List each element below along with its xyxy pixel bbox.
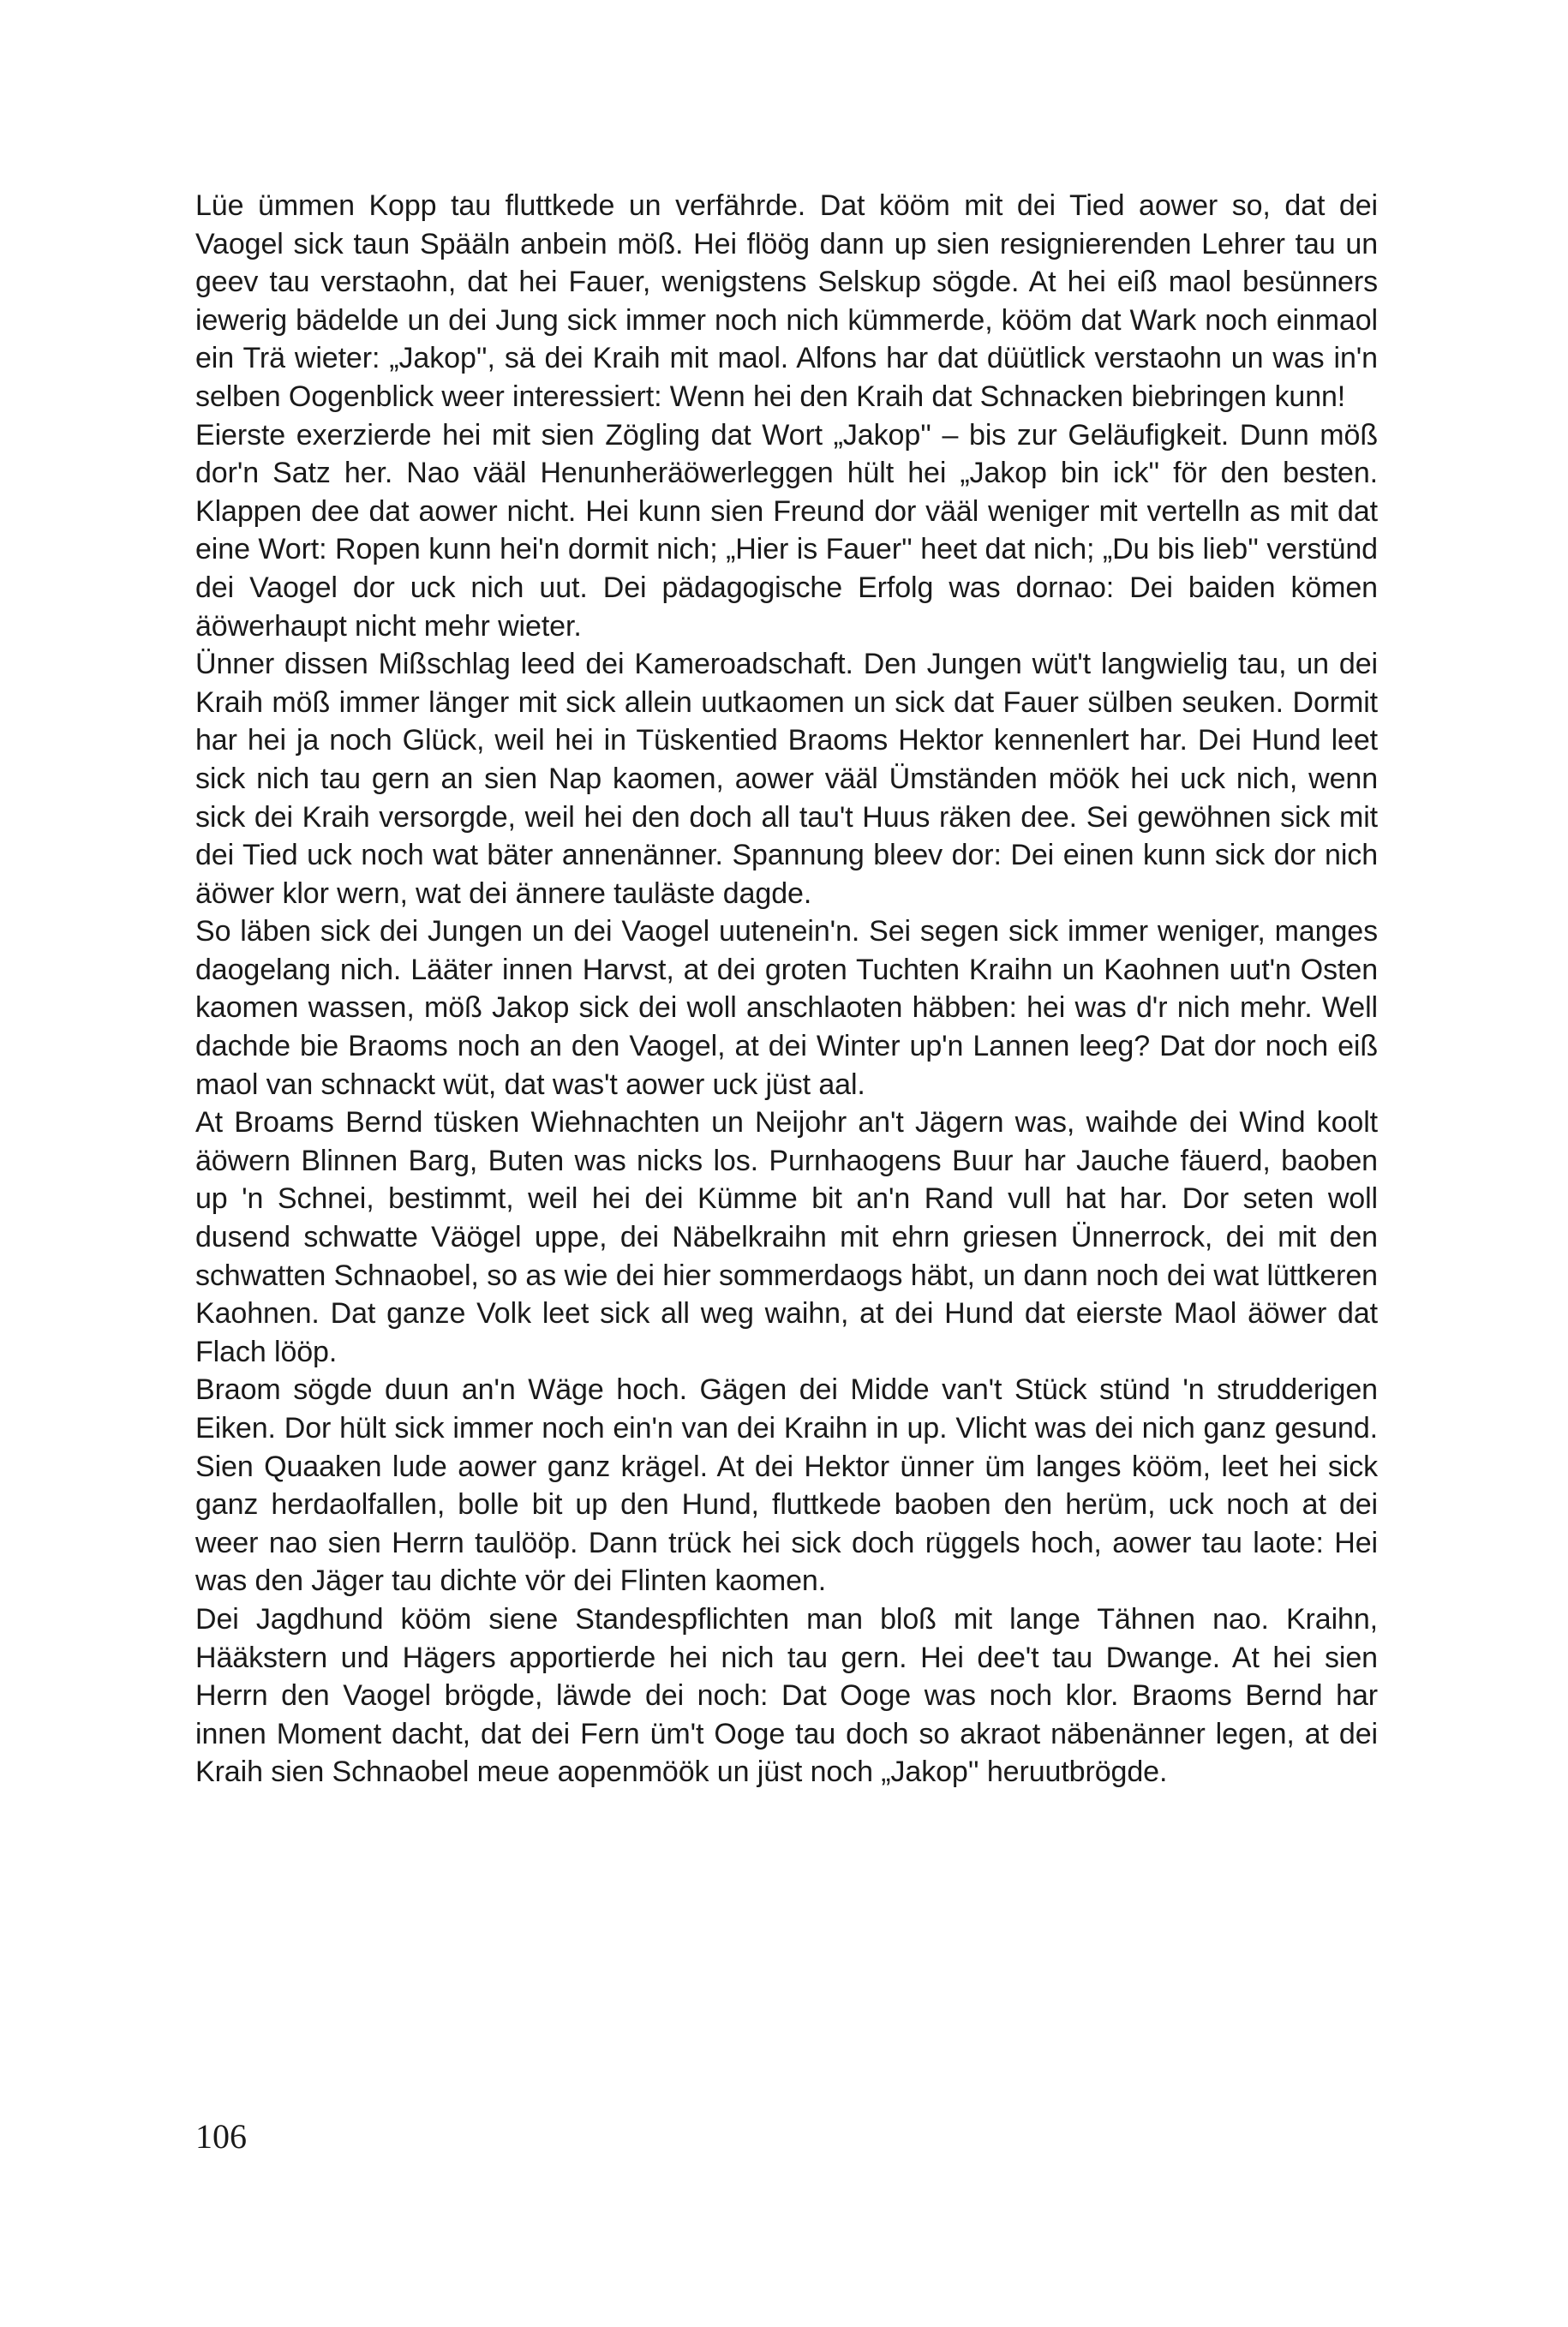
paragraph-6: Braom sögde duun an'n Wäge hoch. Gägen dei Midde van't Stück stünd 'n strudderigen Eiken. Dor hült sick immer noch ein'n van dei Kraihn in up. Vlicht was dei nich ganz gesund. Sien Quaaken lude aower ganz krägel. At dei Hektor ünner üm langes kööm, leet hei sick ganz herdaolfallen, bolle bit up den Hund, fluttkede baoben den herüm, uck noch at dei weer nao sien Herrn taulööp. Dann trück hei sick doch rüggels hoch, aower tau laote: Hei was den Jäger tau dichte vör dei Flinten kaomen. xyxy=(195,1373,1378,1598)
paragraph-5: At Broams Bernd tüsken Wiehnachten un Neijohr an't Jägern was, waihde dei Wind koolt äöwern Blinnen Barg, Buten was nicks los. Purnhaogens Buur har Jauche fäuerd, baoben up 'n Schnei, bestimmt, weil hei dei Kümme bit an'n Rand vull hat har. Dor seten woll dusend schwatte Väögel uppe, dei Näbelkraihn mit ehrn griesen Ünnerrock, dei mit den schwatten Schnaobel, so as wie dei hier sommerdaogs häbt, un dann noch dei wat lüttkeren Kaohnen. Dat ganze Volk leet sick all weg waihn, at dei Hund dat eierste Maol äöwer dat Flach lööp. xyxy=(195,1106,1378,1368)
paragraph-3: Ünner dissen Mißschlag leed dei Kameroadschaft. Den Jungen wüt't langwielig tau, un dei Kraih möß immer länger mit sick allein uutkaomen un sick dat Fauer sülben seuken. Dormit har hei ja noch Glück, weil hei in Tüskentied Braoms Hektor kennenlert har. Dei Hund leet sick nich tau gern an sien Nap kaomen, aower vääl Ümständen möök hei uck nich, wenn sick dei Kraih versorgde, weil hei den doch all tau't Huus räken dee. Sei gewöhnen sick mit dei Tied uck noch wat bäter annenänner. Spannung bleev dor: Dei einen kunn sick dor nich äöwer klor wern, wat dei ännere tauläste dagde. xyxy=(195,648,1378,910)
paragraph-7: Dei Jagdhund kööm siene Standespflichten man bloß mit lange Tähnen nao. Kraihn, Hääkstern und Hägers apportierde hei nich tau gern. Hei dee't tau Dwange. At hei sien Herrn den Vaogel brögde, läwde dei noch: Dat Ooge was noch klor. Braoms Bernd har innen Moment dacht, dat dei Fern üm't Ooge tau doch so akraot näbenänner legen, at dei Kraih sien Schnaobel meue aopenmöök un jüst noch „Jakop'' heruutbrögde. xyxy=(195,1602,1378,1789)
paragraph-1: Lüe ümmen Kopp tau fluttkede un verfährde. Dat kööm mit dei Tied aower so, dat dei Vaogel sick taun Spääln anbein möß. Hei flöög dann up sien resignierenden Lehrer tau un geev tau verstaohn, dat hei Fauer, wenigstens Selskup sögde. At hei eiß maol besünners iewerig bädelde un dei Jung sick immer noch nich kümmerde, kööm dat Wark noch einmaol ein Trä wieter: „Jakop'', sä dei Kraih mit maol. Alfons har dat düütlick verstaohn un was in'n selben Oogenblick weer interessiert: Wenn hei den Kraih dat Schnacken biebringen kunn! xyxy=(195,189,1378,413)
page-number: 106 xyxy=(195,2117,247,2156)
body-text xyxy=(195,187,1378,1792)
paragraph-2: Eierste exerzierde hei mit sien Zögling dat Wort „Jakop'' – bis zur Geläufigkeit. Dunn möß dor'n Satz her. Nao vääl Henunheräöwerleggen hült hei „Jakop bin ick'' för den besten. Klappen dee dat aower nicht. Hei kunn sien Freund dor vääl weniger mit vertelln as mit dat eine Wort: Ropen kunn hei'n dormit nich; „Hier is Fauer'' heet dat nich; „Du bis lieb'' verstünd dei Vaogel dor uck nich uut. Dei pädagogische Erfolg was dornao: Dei baiden kömen äöwerhaupt nicht mehr wieter. xyxy=(195,418,1378,643)
paragraph-4: So läben sick dei Jungen un dei Vaogel uutenein'n. Sei segen sick immer weniger, manges daogelang nich. Lääter innen Harvst, at dei groten Tuchten Kraihn un Kaohnen uut'n Osten kaomen wassen, möß Jakop sick dei woll anschlaoten häbben: hei was d'r nich mehr. Well dachde bie Braoms noch an den Vaogel, at dei Winter up'n Lannen leeg? Dat dor noch eiß maol van schnackt wüt, dat was't aower uck jüst aal. xyxy=(195,915,1378,1101)
